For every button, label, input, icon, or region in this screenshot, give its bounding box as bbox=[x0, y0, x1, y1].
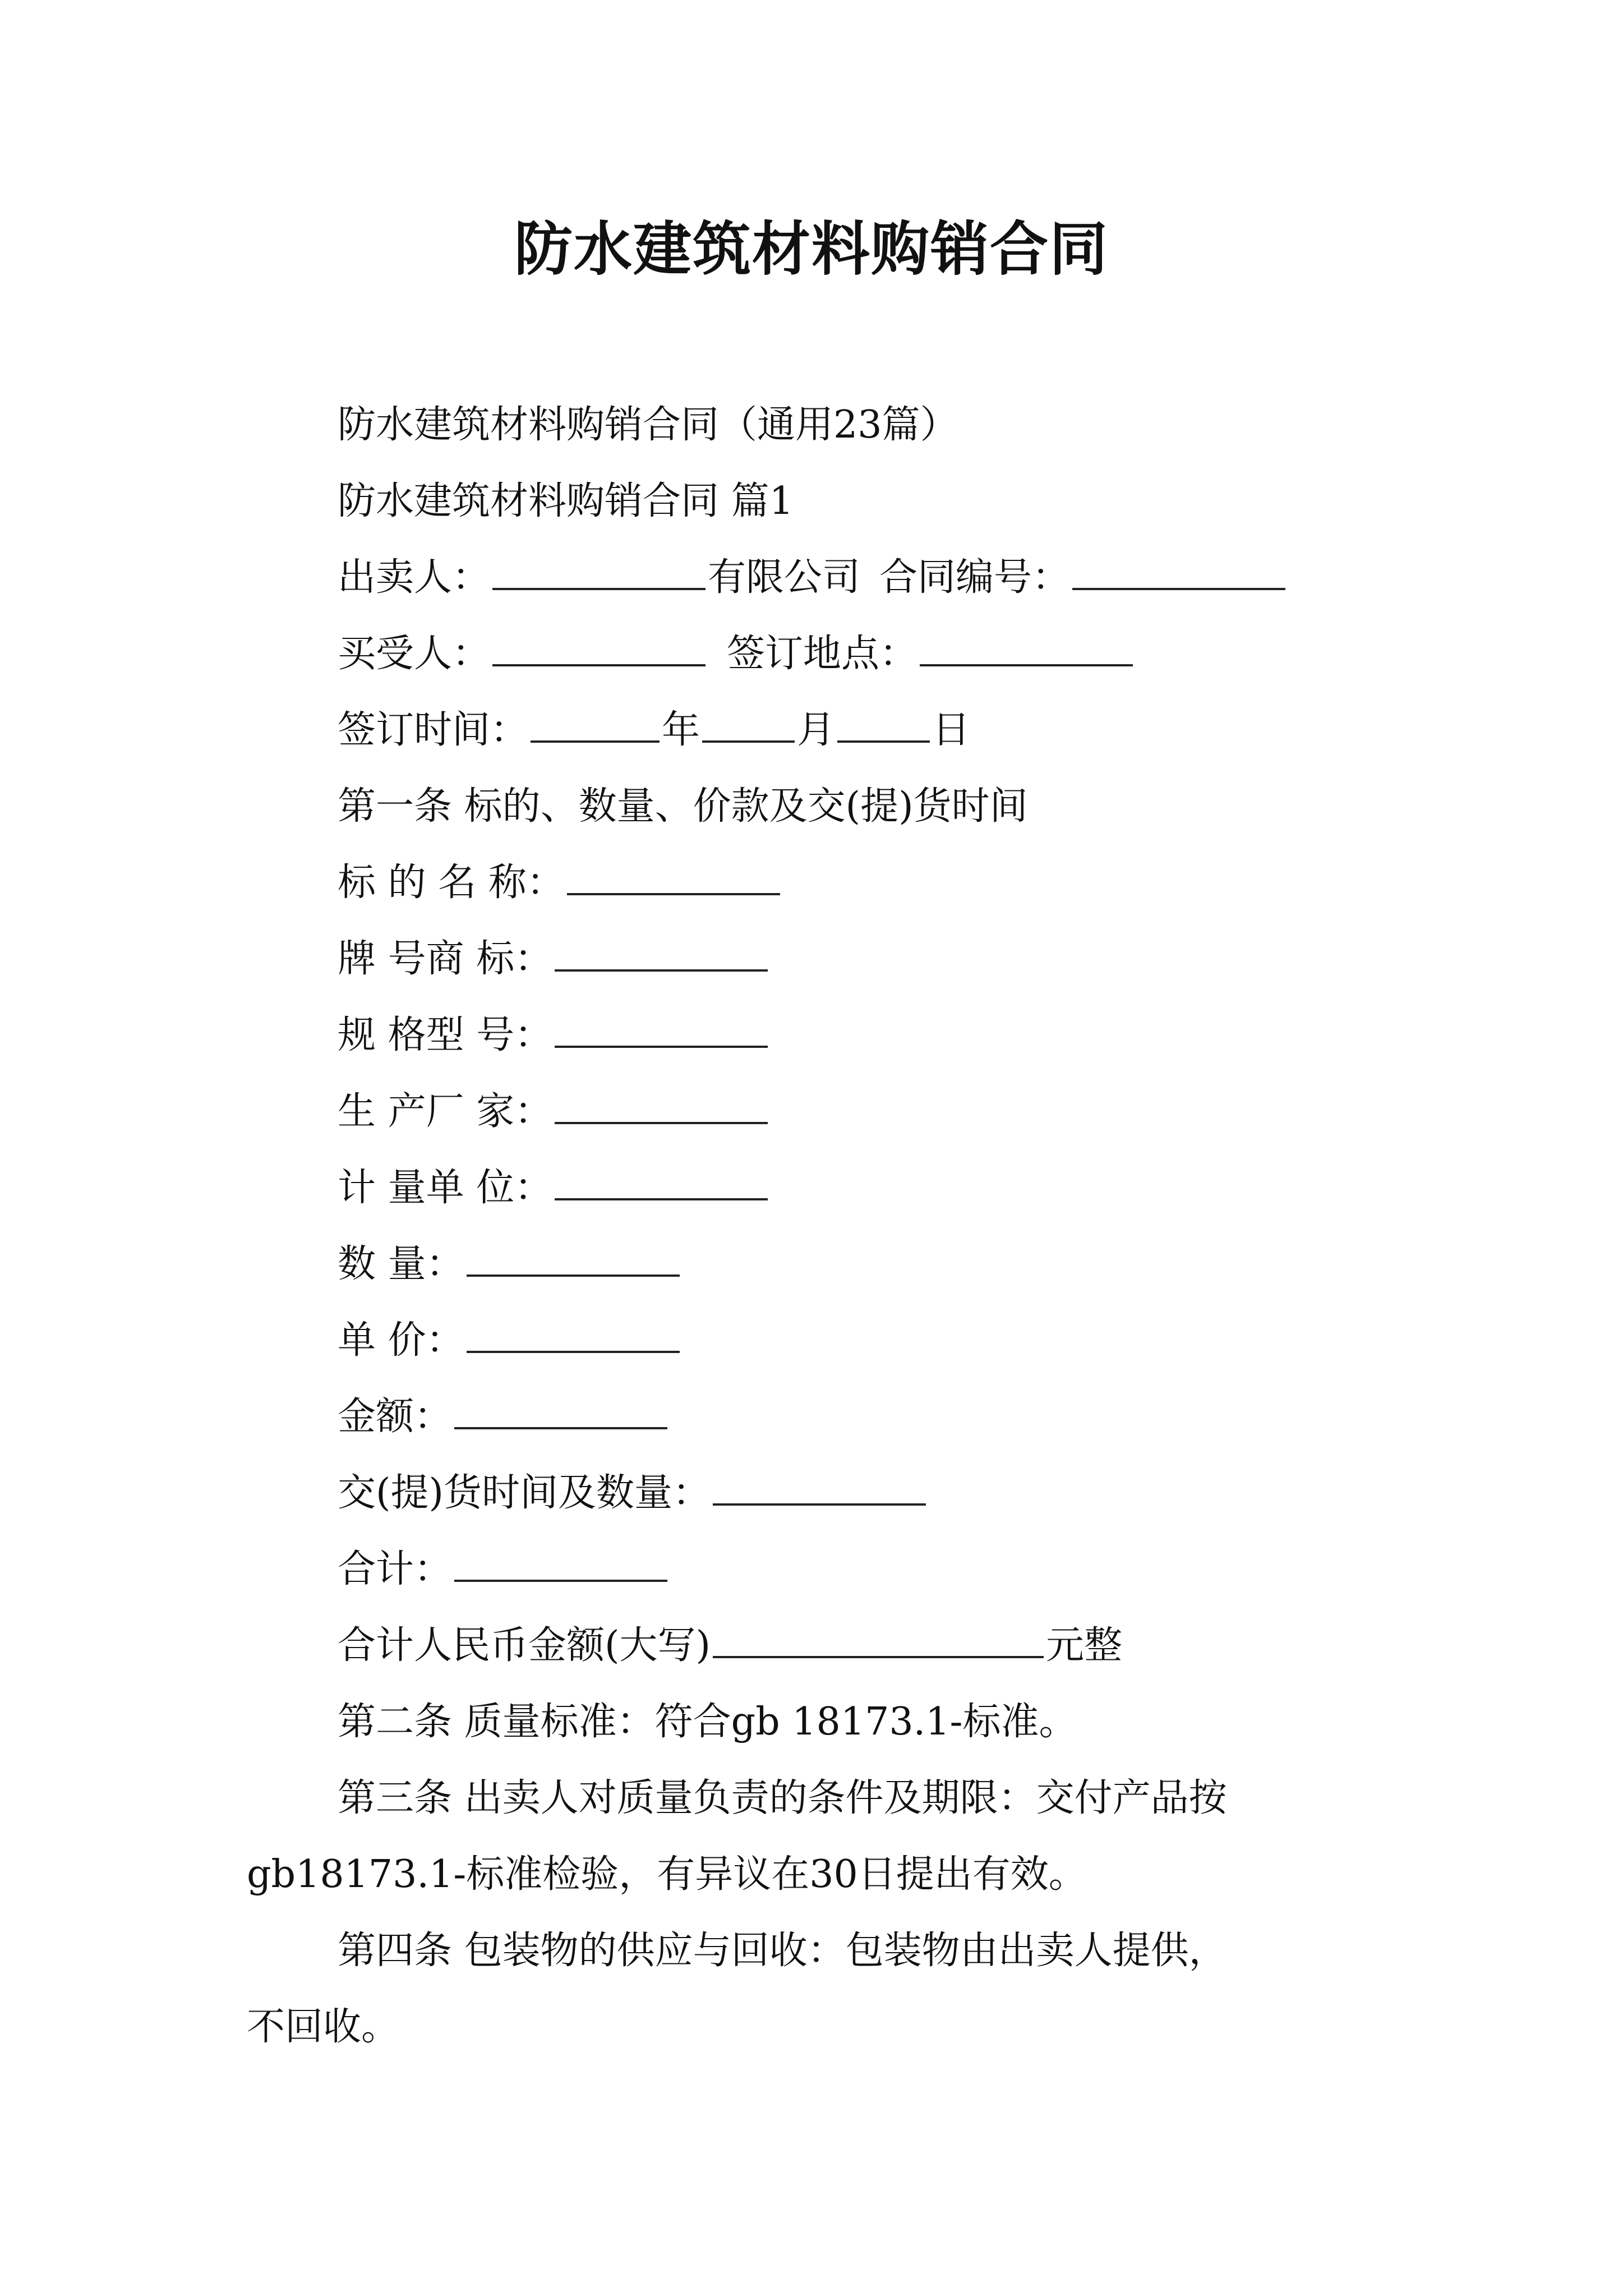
total-rmb-line bbox=[247, 1608, 1380, 1684]
field-blank[interactable] bbox=[555, 1170, 768, 1200]
field-blank[interactable] bbox=[454, 1552, 667, 1582]
month-label: 月 bbox=[797, 708, 836, 752]
buyer-line bbox=[247, 616, 1380, 692]
chapter-heading: 防水建筑材料购销合同 篇1 bbox=[338, 479, 794, 523]
day-blank[interactable] bbox=[837, 712, 930, 743]
seller-label: 出卖人： bbox=[338, 555, 491, 600]
day-label: 日 bbox=[932, 708, 971, 752]
field-blank[interactable] bbox=[713, 1475, 926, 1506]
field-label: 生 产厂 家： bbox=[338, 1089, 553, 1134]
article-4-line-1: 第四条 包装物的供应与回收：包装物由出卖人提供， bbox=[338, 1929, 1227, 1973]
document-body bbox=[247, 387, 1380, 2065]
buyer-blank[interactable] bbox=[492, 636, 706, 666]
sign-time-line bbox=[247, 692, 1380, 769]
field-label: 合计： bbox=[338, 1547, 453, 1591]
field-blank[interactable] bbox=[567, 865, 780, 895]
article-3-line-2: gb18173.1-标准检验，有异议在30日提出有效。 bbox=[247, 1852, 1087, 1897]
total-rmb-blank[interactable] bbox=[713, 1628, 1044, 1658]
field-blank[interactable] bbox=[555, 1018, 768, 1048]
sign-time-label: 签订时间： bbox=[338, 708, 529, 752]
year-blank[interactable] bbox=[531, 712, 660, 743]
field-total bbox=[247, 1531, 1380, 1608]
field-label: 规 格型 号： bbox=[338, 1013, 553, 1057]
year-label: 年 bbox=[662, 708, 700, 752]
seller-blank[interactable] bbox=[492, 560, 706, 590]
field-label: 标 的 名 称： bbox=[338, 861, 565, 905]
contract-no-label: 合同编号： bbox=[879, 555, 1071, 600]
total-rmb-label: 合计人民币金额(大写) bbox=[338, 1623, 711, 1668]
sign-place-blank[interactable] bbox=[920, 636, 1133, 666]
seller-line bbox=[247, 540, 1380, 616]
field-blank[interactable] bbox=[454, 1399, 667, 1429]
field-spec bbox=[247, 997, 1380, 1074]
subtitle: 防水建筑材料购销合同（通用23篇） bbox=[338, 403, 958, 447]
buyer-label: 买受人： bbox=[338, 632, 491, 676]
field-label: 计 量单 位： bbox=[338, 1166, 553, 1210]
total-rmb-suffix: 元整 bbox=[1046, 1623, 1123, 1668]
field-blank[interactable] bbox=[467, 1323, 680, 1353]
field-label: 牌 号商 标： bbox=[338, 937, 553, 981]
field-brand bbox=[247, 921, 1380, 997]
field-label: 单 价： bbox=[338, 1318, 464, 1363]
field-blank[interactable] bbox=[555, 941, 768, 972]
field-blank[interactable] bbox=[467, 1246, 680, 1277]
field-price bbox=[247, 1303, 1380, 1379]
contract-no-blank[interactable] bbox=[1072, 560, 1285, 590]
article-1: 第一条 标的、数量、价款及交(提)货时间 bbox=[338, 784, 1028, 829]
field-qty bbox=[247, 1226, 1380, 1303]
field-label: 金额： bbox=[338, 1395, 453, 1439]
field-label: 数 量： bbox=[338, 1242, 464, 1286]
sign-place-label: 签订地点： bbox=[727, 632, 918, 676]
article-2: 第二条 质量标准：符合gb 18173.1-标准。 bbox=[338, 1700, 1077, 1744]
field-blank[interactable] bbox=[555, 1094, 768, 1124]
field-delivery bbox=[247, 1455, 1380, 1531]
month-blank[interactable] bbox=[702, 712, 795, 743]
seller-suffix: 有限公司 bbox=[708, 555, 861, 600]
field-maker bbox=[247, 1074, 1380, 1150]
field-label: 交(提)货时间及数量： bbox=[338, 1471, 711, 1515]
field-amount bbox=[247, 1379, 1380, 1455]
document-title: 防水建筑材料购销合同 bbox=[514, 215, 1109, 283]
article-3-line-1: 第三条 出卖人对质量负责的条件及期限：交付产品按 bbox=[338, 1776, 1227, 1820]
article-4-line-2: 不回收。 bbox=[247, 2005, 400, 2049]
field-item-name bbox=[247, 845, 1380, 921]
field-unit bbox=[247, 1150, 1380, 1226]
